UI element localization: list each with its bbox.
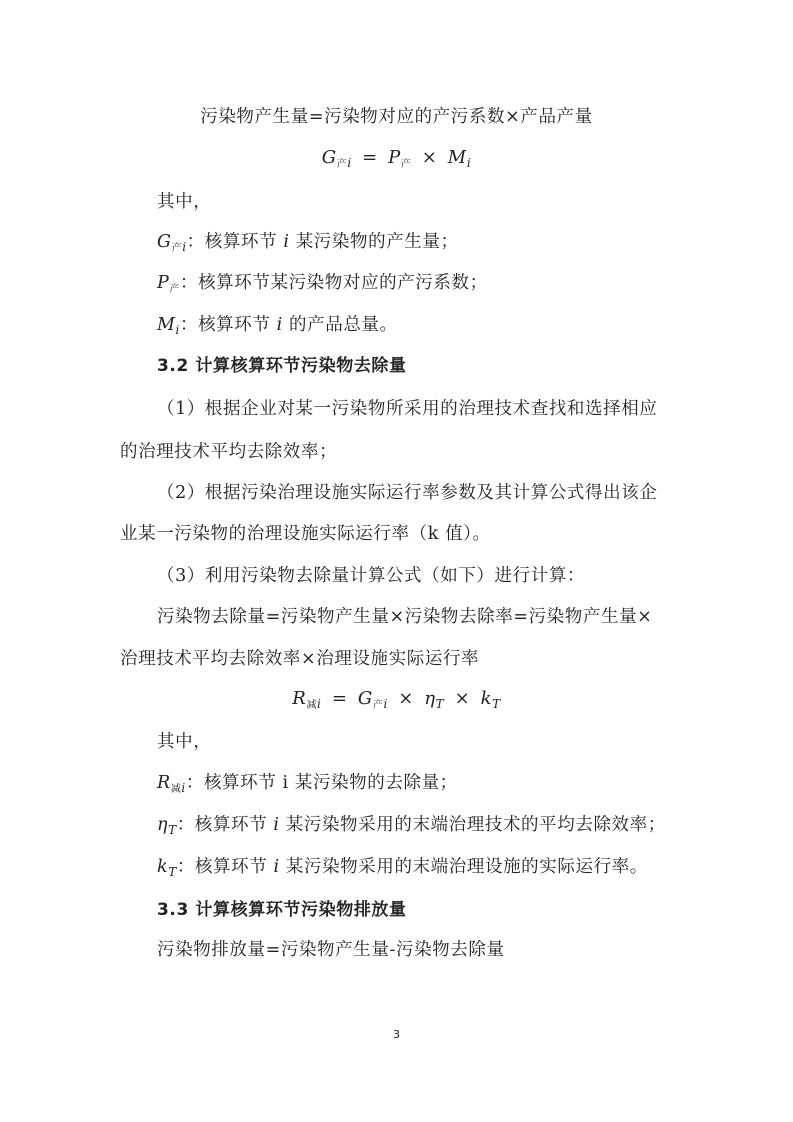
- symbol-i: i: [276, 315, 283, 335]
- definition-text: ：核算环节: [176, 815, 274, 835]
- sub-i: i: [181, 781, 186, 795]
- times-sign: ×: [421, 147, 438, 168]
- where-label: 其中，: [157, 192, 212, 212]
- sub-chan: 产: [171, 243, 183, 254]
- list-item-1-line-1: （1）根据企业对某一污染物所采用的治理技术查找和选择相应: [157, 399, 658, 419]
- symbol-m: M: [447, 147, 467, 168]
- symbol-p: P: [157, 273, 170, 293]
- symbol-i: i: [273, 815, 280, 835]
- times-sign: ×: [454, 688, 471, 709]
- sub-t: T: [168, 865, 177, 879]
- definition-p: [157, 270, 677, 303]
- definition-r: [157, 770, 677, 803]
- sub-jian: 减: [170, 784, 182, 795]
- sub-chan: 产: [169, 284, 180, 295]
- sub-chan: 产: [372, 700, 384, 711]
- sub-i: i: [347, 156, 352, 170]
- list-item-3: （3）利用污染物去除量计算公式（如下）进行计算：: [157, 566, 586, 586]
- symbol-r: R: [157, 773, 171, 793]
- sub-i: i: [317, 697, 322, 711]
- symbol-i: i: [283, 232, 290, 252]
- definition-text: ：核算环节: [176, 857, 274, 877]
- sub-chan: 产: [400, 159, 412, 170]
- symbol-g: G: [357, 688, 373, 709]
- symbol-p: P: [388, 147, 401, 168]
- sub-i: i: [175, 323, 180, 337]
- definition-text: ：核算环节某污染物对应的产污系数；: [179, 273, 488, 293]
- symbol-m: M: [157, 315, 176, 335]
- symbol-k: k: [157, 857, 169, 877]
- definition-text: 某污染物采用的末端治理设施的实际运行率。: [279, 857, 648, 877]
- formula-text-emission: 污染物排放量=污染物产生量-污染物去除量: [157, 940, 505, 960]
- section-heading-3-3: 3.3 计算核算环节污染物排放量: [157, 900, 407, 920]
- symbol-eta: η: [157, 815, 169, 835]
- list-item-2-line-2: 业某一污染物的治理设施实际运行率（k 值）。: [120, 524, 491, 544]
- where-label: 其中，: [157, 732, 212, 752]
- sub-chan: 产: [336, 159, 348, 170]
- list-item-2-line-1: （2）根据污染治理设施实际运行率参数及其计算公式得出该企: [157, 483, 658, 503]
- symbol-k: k: [480, 688, 493, 709]
- formula-text-removal-line-2: 治理技术平均去除效率×治理设施实际运行率: [120, 649, 480, 669]
- symbol-eta: η: [424, 688, 436, 709]
- definition-text: 某污染物采用的末端治理技术的平均去除效率；: [279, 815, 666, 835]
- sub-i: i: [182, 240, 187, 254]
- sub-jian: 减: [306, 700, 318, 711]
- symbol-g: G: [157, 232, 172, 252]
- definition-text: 的产品总量。: [282, 315, 398, 335]
- definition-text: ：核算环节: [179, 315, 277, 335]
- sub-t: T: [435, 697, 445, 711]
- times-sign: ×: [398, 688, 414, 709]
- definition-g: [157, 229, 677, 262]
- section-heading-3-2: 3.2 计算核算环节污染物去除量: [157, 356, 407, 376]
- list-item-1-line-2: 的治理技术平均去除效率；: [120, 442, 338, 462]
- definition-text: ：核算环节: [186, 232, 284, 252]
- definition-text: ：核算环节 i 某污染物的去除量；: [185, 773, 458, 793]
- sub-t: T: [168, 823, 177, 837]
- sub-t: T: [492, 697, 501, 711]
- formula-removal: [0, 686, 793, 719]
- equals-sign: =: [331, 688, 348, 709]
- definition-text: 某污染物的产生量；: [289, 232, 459, 252]
- page-number: 3: [393, 1028, 400, 1041]
- formula-text-generation: 污染物产生量=污染物对应的产污系数×产品产量: [200, 107, 593, 127]
- definition-eta: [157, 812, 677, 843]
- definition-k: [157, 854, 677, 885]
- symbol-r: R: [292, 688, 307, 709]
- formula-text-removal-line-1: 污染物去除量=污染物产生量×污染物去除率=污染物产生量×: [157, 607, 653, 627]
- formula-generation: [0, 145, 793, 178]
- definition-m: [157, 312, 677, 343]
- sub-i: i: [466, 156, 472, 170]
- symbol-i: i: [273, 857, 280, 877]
- equals-sign: =: [362, 147, 378, 168]
- symbol-g: G: [321, 147, 337, 168]
- sub-i: i: [383, 697, 388, 711]
